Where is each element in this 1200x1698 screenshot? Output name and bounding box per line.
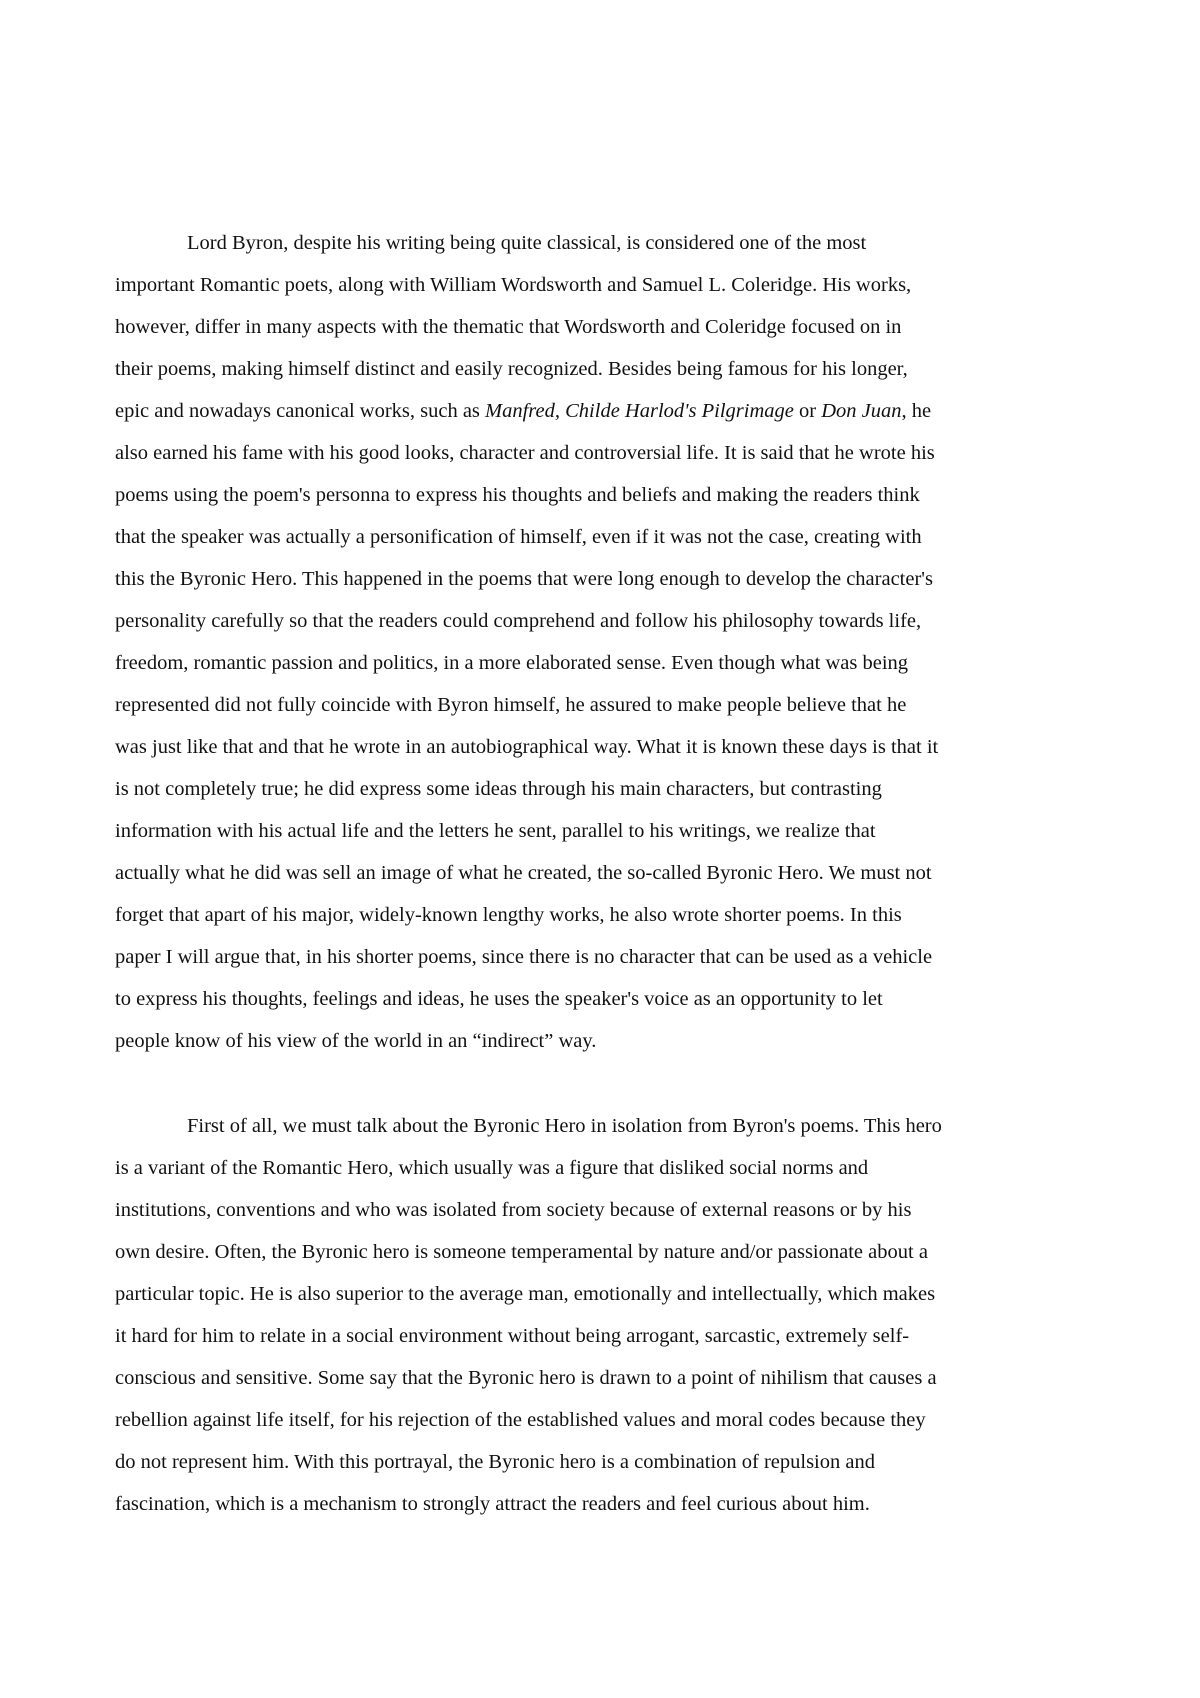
paragraph-line: institutions, conventions and who was isolated from society because of external reasons or by his: [115, 1199, 912, 1221]
paragraph-line: that the speaker was actually a personification of himself, even if it was not the case, creating with: [115, 526, 922, 548]
paragraph-line: poems using the poem's personna to express his thoughts and beliefs and making the readers think: [115, 484, 920, 506]
paragraph-line: own desire. Often, the Byronic hero is someone temperamental by nature and/or passionate about a: [115, 1241, 928, 1263]
paragraph-line: actually what he did was sell an image of what he created, the so-called Byronic Hero. We must not: [115, 862, 932, 884]
line-text: epic and nowadays canonical works, such as: [115, 400, 486, 422]
paragraph-line-with-titles: [115, 390, 1100, 432]
line-text: or: [793, 400, 822, 422]
paragraph-line: personality carefully so that the readers could comprehend and follow his philosophy towards life,: [115, 610, 922, 632]
line-text: , he: [901, 400, 932, 422]
paragraph-line: it hard for him to relate in a social environment without being arrogant, sarcastic, extremely self-: [115, 1325, 910, 1347]
paragraph-line: freedom, romantic passion and politics, in a more elaborated sense. Even though what was being: [115, 652, 909, 674]
paragraph-line: paper I will argue that, in his shorter poems, since there is no character that can be used as a vehicle: [115, 946, 933, 968]
paragraph-line: First of all, we must talk about the Byronic Hero in isolation from Byron's poems. This hero: [187, 1115, 942, 1137]
paragraph-line: people know of his view of the world in an “indirect” way.: [115, 1030, 597, 1052]
paragraph-line: important Romantic poets, along with William Wordsworth and Samuel L. Coleridge. His works,: [115, 274, 912, 296]
paragraph-line: is a variant of the Romantic Hero, which usually was a figure that disliked social norms and: [115, 1157, 869, 1179]
paragraph-2: [115, 1105, 1100, 1525]
paragraph-line: conscious and sensitive. Some say that the Byronic hero is drawn to a point of nihilism that causes a: [115, 1367, 937, 1389]
paragraph-line: do not represent him. With this portrayal, the Byronic hero is a combination of repulsion and: [115, 1451, 875, 1473]
paragraph-line: their poems, making himself distinct and easily recognized. Besides being famous for his longer,: [115, 358, 908, 380]
work-title-childe-harold: Childe Harlod's Pilgrimage: [565, 400, 794, 422]
paragraph-line: fascination, which is a mechanism to strongly attract the readers and feel curious about him.: [115, 1493, 870, 1515]
paragraph-line: represented did not fully coincide with Byron himself, he assured to make people believe that he: [115, 694, 907, 716]
paragraph-line: this the Byronic Hero. This happened in the poems that were long enough to develop the character's: [115, 568, 933, 590]
paragraph-line: was just like that and that he wrote in an autobiographical way. What it is known these days is that it: [115, 736, 939, 758]
paragraph-line: particular topic. He is also superior to the average man, emotionally and intellectually, which makes: [115, 1283, 936, 1305]
paragraph-line: is not completely true; he did express some ideas through his main characters, but contrasting: [115, 778, 882, 800]
paragraph-line: information with his actual life and the letters he sent, parallel to his writings, we realize that: [115, 820, 876, 842]
work-title-don-juan: Don Juan: [821, 400, 902, 422]
paragraph-line: rebellion against life itself, for his rejection of the established values and moral codes because they: [115, 1409, 926, 1431]
paragraph-line: also earned his fame with his good looks, character and controversial life. It is said that he wrote his: [115, 442, 935, 464]
paragraph-1: [115, 222, 1100, 1062]
paragraph-line: forget that apart of his major, widely-known lengthy works, he also wrote shorter poems. In this: [115, 904, 902, 926]
paragraph-line: to express his thoughts, feelings and ideas, he uses the speaker's voice as an opportunity to let: [115, 988, 883, 1010]
paragraph-line: however, differ in many aspects with the thematic that Wordsworth and Coleridge focused on in: [115, 316, 902, 338]
work-title-manfred: Manfred,: [485, 400, 560, 422]
paragraph-line: Lord Byron, despite his writing being quite classical, is considered one of the most: [187, 232, 867, 254]
